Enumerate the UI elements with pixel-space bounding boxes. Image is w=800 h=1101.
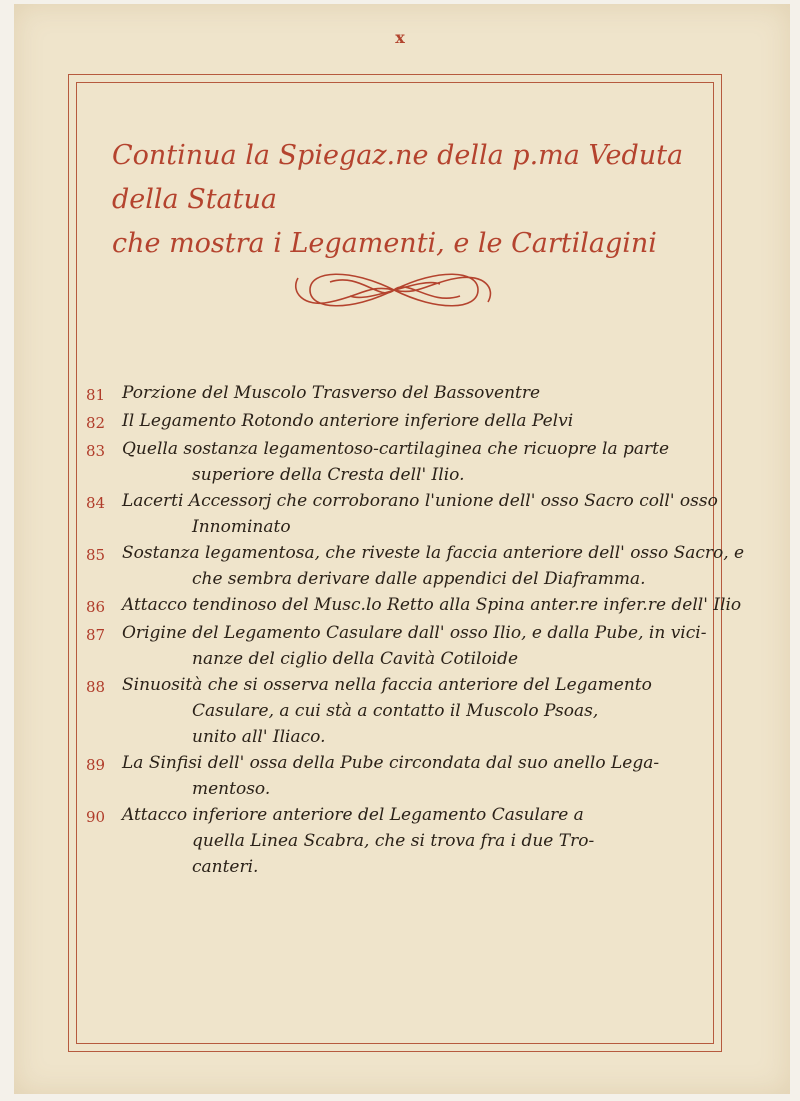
entry-number: 85 — [86, 546, 106, 564]
page-title — [112, 134, 712, 266]
entry-text-continuation: nanze del ciglio della Cavità Cotiloide — [192, 649, 519, 669]
entry-number: 89 — [86, 756, 106, 774]
entry-text: La Sinfisi dell' ossa della Pube circondata dal suo anello Lega- — [122, 753, 660, 773]
list-item — [86, 592, 742, 620]
entry-text: Sostanza legamentosa, che riveste la faccia anteriore dell' osso Sacro, e — [122, 543, 745, 563]
entry-number: 81 — [86, 386, 106, 404]
entry-text-continuation: canteri. — [192, 857, 259, 877]
calligraphic-flourish-ornament — [290, 262, 498, 318]
entry-text: Attacco tendinoso del Musc.lo Retto alla Spina anter.re infer.re dell' Ilio — [122, 595, 742, 615]
entry-number: 88 — [86, 678, 106, 696]
entry-text: Sinuosità che si osserva nella faccia anteriore del Legamento — [122, 675, 652, 695]
entry-number: 86 — [86, 598, 106, 616]
entry-number: 83 — [86, 442, 106, 460]
entries-list — [86, 380, 745, 880]
entry-text-continuation: Innominato — [192, 517, 291, 537]
list-item — [86, 380, 716, 408]
list-item — [86, 672, 716, 750]
entry-text-continuation: unito all' Iliaco. — [192, 727, 326, 747]
list-item — [86, 620, 716, 672]
list-item — [86, 802, 716, 880]
entry-text: Quella sostanza legamentoso-cartilaginea che ricuopre la parte — [122, 439, 670, 459]
entry-text-continuation: che sembra derivare dalle appendici del Diaframma. — [192, 569, 646, 589]
list-item — [86, 488, 716, 540]
entry-text: Origine del Legamento Casulare dall' osso Ilio, e dalla Pube, in vici- — [122, 623, 707, 643]
entry-number: 82 — [86, 414, 106, 432]
entry-text: Porzione del Muscolo Trasverso del Bassoventre — [122, 383, 541, 403]
entry-text: Attacco inferiore anteriore del Legamento Casulare a — [122, 805, 584, 825]
list-item — [86, 750, 716, 802]
entry-text-continuation: mentoso. — [192, 779, 271, 799]
list-item — [86, 436, 716, 488]
entry-text: Il Legamento Rotondo anteriore inferiore della Pelvi — [122, 411, 574, 431]
entry-number: 90 — [86, 808, 106, 826]
entry-number: 87 — [86, 626, 106, 644]
entry-text-continuation: superiore della Cresta dell' Ilio. — [192, 465, 465, 485]
entry-text: Lacerti Accessorj che corroborano l'unione dell' osso Sacro coll' osso — [122, 491, 718, 511]
title-line-1: Continua la Spiegaz.ne della p.ma Veduta della Statua — [112, 140, 684, 215]
list-item — [86, 408, 716, 436]
entry-text-continuation: Casulare, a cui stà a contatto il Muscolo Psoas, — [192, 701, 599, 721]
entry-number: 84 — [86, 494, 106, 512]
entry-text-continuation: quella Linea Scabra, che si trova fra i due Tro- — [192, 831, 595, 851]
title-line-2: che mostra i Legamenti, e le Cartilagini — [112, 228, 657, 259]
page-number: x — [395, 28, 405, 47]
list-item — [86, 540, 745, 592]
